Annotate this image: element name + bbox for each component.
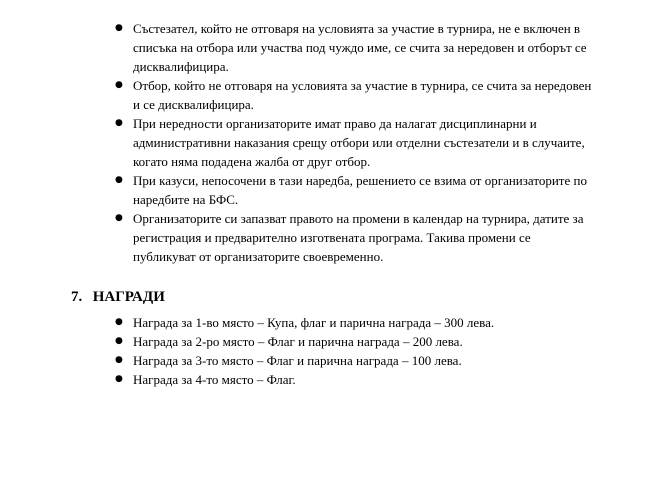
- rule-text: Състезател, който не отговаря на условията за участие в турнира, не е включен в списъка на отбора или участва под чуждо име, се счита за нередовен и отборът се дисквалифицира.: [133, 21, 587, 74]
- list-item: [114, 76, 594, 114]
- rule-text: При казуси, непосочени в тази наредба, решението се взима от организаторите по наредбите на БФС.: [133, 173, 587, 207]
- bullet-icon: ●: [115, 213, 123, 223]
- bullet-icon: ●: [115, 175, 123, 185]
- bullet-icon: ●: [115, 374, 123, 384]
- list-item: [114, 351, 594, 370]
- rule-text: Отбор, който не отговаря на условията за участие в турнира, се счита за нередовен и се дисквалифицира.: [133, 78, 592, 112]
- rules-list: [114, 19, 594, 266]
- bullet-icon: ●: [115, 336, 123, 346]
- list-item: [114, 114, 594, 171]
- bullet-icon: ●: [115, 23, 123, 33]
- rule-text: Организаторите си запазват правото на промени в календар на турнира, датите за регистрация и предварително изготвената програма. Такива промени се публикуват от организаторите своевременно.: [133, 211, 584, 264]
- list-item: [114, 19, 594, 76]
- list-item: [114, 313, 594, 332]
- prize-text: Награда за 1-во място – Купа, флаг и парична награда – 300 лева.: [133, 315, 495, 330]
- bullet-icon: ●: [115, 355, 123, 365]
- list-item: [114, 171, 594, 209]
- list-item: [114, 370, 594, 389]
- bullet-icon: ●: [115, 317, 123, 327]
- list-item: [114, 332, 594, 351]
- prize-text: Награда за 2-ро място – Флаг и парична награда – 200 лева.: [133, 334, 463, 349]
- bullet-icon: ●: [115, 80, 123, 90]
- prize-text: Награда за 4-то място – Флаг.: [133, 372, 296, 387]
- prizes-list: [114, 313, 594, 389]
- prize-text: Награда за 3-то място – Флаг и парична награда – 100 лева.: [133, 353, 462, 368]
- bullet-icon: ●: [115, 118, 123, 128]
- section-title: НАГРАДИ: [92, 289, 165, 305]
- list-item: [114, 209, 594, 266]
- rule-text: При нередности организаторите имат право да налагат дисциплинарни и административни наказания срещу отбори или отделни състезатели и в случаите, когато няма подадена жалба от друг отбор.: [133, 116, 585, 169]
- section-number: 7.: [71, 289, 83, 305]
- section-heading-awards: [71, 288, 165, 307]
